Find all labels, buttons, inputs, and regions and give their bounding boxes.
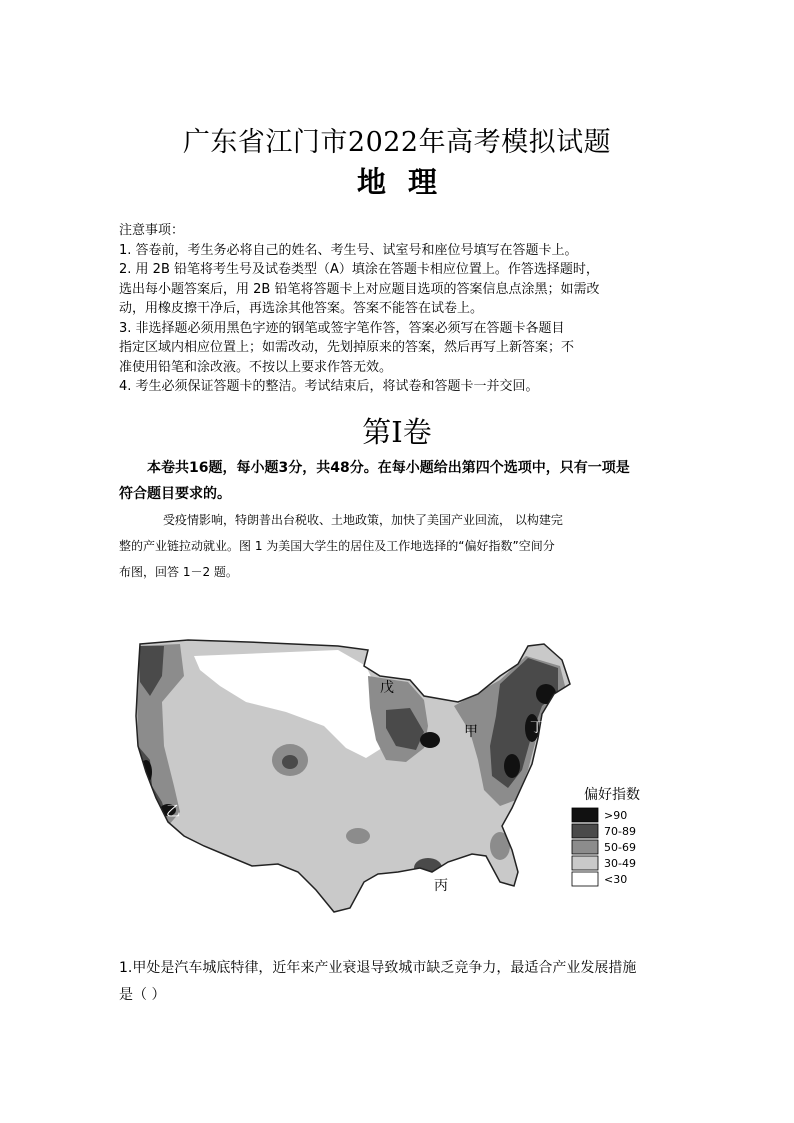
subject-title: 地理 [356, 165, 459, 199]
denver-region [282, 755, 298, 769]
label-bing: 丙 [434, 878, 448, 894]
instructions-line: 本卷共16题，每小题3分，共48分。在每小题给出第四个选项中，只有一项是 [147, 460, 630, 476]
notes-line: 1. 答卷前，考生务必将自己的姓名、考生号、试室号和座位号填写在答题卡上。 [119, 242, 578, 258]
notes-line: 动，用橡皮擦干净后，再选涂其他答案。答案不能答在试卷上。 [119, 301, 484, 316]
notes-line: 2. 用 2B 铅笔将考生号及试卷类型（A）填涂在答题卡相应位置上。作答选择题时， [119, 262, 599, 277]
notes-line: 选出每小题答案后，用 2B 铅笔将答题卡上对应题目选项的答案信息点涂黑；如需改 [119, 281, 600, 297]
legend-label: 70-89 [604, 825, 636, 838]
exam-notes [119, 221, 709, 397]
texas-region [346, 828, 370, 844]
legend-label: >90 [604, 809, 628, 822]
legend-label: 30-49 [604, 857, 636, 870]
legend-label: 50-69 [604, 841, 636, 854]
question-1-line: 是（ ） [119, 987, 166, 1003]
question-intro [119, 507, 699, 585]
preference-index-map [128, 636, 650, 924]
label-yi: 乙 [166, 804, 180, 820]
notes-line: 3. 非选择题必须用黑色字迹的钢笔或签字笔作答，答案必须写在答题卡各题目 [119, 320, 565, 336]
label-ding: 丁 [530, 720, 544, 736]
section-instructions [119, 455, 699, 507]
volume-heading: 第Ⅰ卷 [362, 415, 432, 449]
notes-line: 准使用铅笔和涂改液。不按以上要求作答无效。 [119, 359, 393, 375]
intro-line: 受疫情影响，特朗普出台税收、土地政策，加快了美国产业回流， 以构建完 [163, 513, 563, 527]
legend-swatch [572, 840, 598, 854]
map-legend [572, 786, 640, 886]
document-title: 广东省江门市2022年高考模拟试题 [182, 127, 612, 158]
legend-swatch [572, 856, 598, 870]
boston-hotspot [536, 684, 556, 704]
question-1 [119, 955, 709, 1009]
intro-line: 布图，回答 1－2 题。 [119, 565, 238, 579]
legend-swatch [572, 824, 598, 838]
label-jia: 甲 [464, 724, 478, 740]
intro-line: 整的产业链拉动就业。图 1 为美国大学生的居住及工作地选择的“偏好指数”空间分 [119, 539, 555, 553]
notes-heading: 注意事项： [119, 223, 185, 238]
legend-swatch [572, 872, 598, 886]
chicago-hotspot [420, 732, 440, 748]
notes-line: 指定区域内相应位置上；如需改动，先划掉原来的答案，然后再写上新答案；不 [119, 340, 575, 355]
label-wu: 戊 [380, 680, 394, 696]
notes-line: 4. 考生必须保证答题卡的整洁。考试结束后，将试卷和答题卡一并交回。 [119, 379, 539, 394]
legend-title: 偏好指数 [584, 787, 640, 803]
washington-hotspot [504, 754, 520, 778]
legend-swatch [572, 808, 598, 822]
instructions-line: 符合题目要求的。 [119, 486, 231, 502]
question-1-line: 1.甲处是汽车城底特律，近年来产业衰退导致城市缺乏竞争力，最适合产业发展措施 [119, 960, 637, 976]
legend-label: <30 [604, 873, 628, 886]
